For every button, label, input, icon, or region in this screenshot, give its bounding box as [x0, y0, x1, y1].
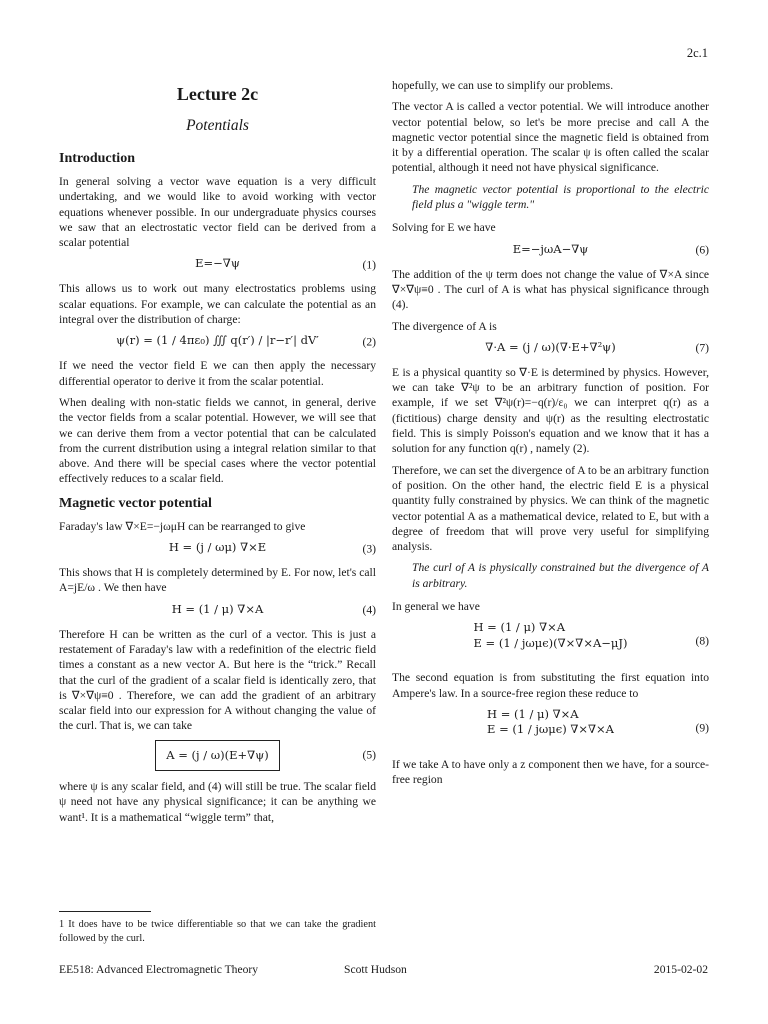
paragraph: The addition of the ψ term does not change the value of ∇×A since ∇×∇ψ≡0 . The curl of A is what has physical significance through (4). — [392, 267, 709, 312]
paragraph: Therefore, we can set the divergence of A to be an arbitrary function of position. On the other hand, the electric field E is a physical quantity fully constrained by physics. We can think of the magnetic vector potential A as a mathematical device, related to E, but with a degree of freedom that will prove very useful for simplifying analysis. — [392, 463, 709, 554]
page-number: 2c.1 — [686, 46, 708, 60]
paragraph: In general solving a vector wave equation is a very difficult undertaking, and we would like to avoid working with vector equations whenever possible. In our undergraduate physics courses we saw that an electrostatic vector field can be derived from a scalar potential — [59, 175, 376, 250]
equation-number: (6) — [695, 243, 709, 257]
paragraph: The divergence of A is — [392, 319, 497, 333]
paragraph: The second equation is from substituting the first equation into Ampere's law. In a source-free region these reduce to — [392, 671, 709, 700]
equation-number: (7) — [695, 341, 709, 355]
equation-body: ∇·A = (j / ω)(∇·E+∇²ψ) — [485, 339, 616, 354]
equation-number: (2) — [362, 335, 376, 349]
footnote-divider — [59, 911, 151, 912]
paragraph: This allows us to work out many electrostatics problems using scalar equations. For example, we can calculate the potential as an integral over the distribution of charge: — [59, 282, 376, 327]
equation-7 — [392, 340, 709, 357]
equation-1 — [59, 256, 376, 273]
lecture-title: Lecture 2c — [176, 84, 259, 104]
magnetic-vector-potential-heading: Magnetic vector potential — [59, 495, 212, 511]
equation-number: (1) — [362, 258, 376, 272]
equation-system — [487, 707, 614, 738]
paragraph: When dealing with non-static fields we cannot, in general, derive the vector fields from a scalar potential. However, we will see that we can derive them from a vector potential that can be calculated from the current distribution using a integral relation similar to that above. And there will be special cases where the vector potential effectively reduces to a scalar field. — [59, 395, 376, 486]
callout-quote: The magnetic vector potential is proportional to the electric field plus a "wiggle term." — [412, 182, 709, 212]
paragraph: In general we have — [392, 600, 480, 614]
callout-quote: The curl of A is physically constrained but the divergence of A is arbitrary. — [412, 561, 709, 590]
equation-body: H = (j / ωμ) ∇×E — [168, 540, 267, 555]
equation-line: E = (1 / jωμϵ)(∇×∇×A−μJ) — [473, 635, 628, 650]
footnote: 1 It does have to be twice differentiable so that we can take the gradient followed by the curl. — [59, 919, 376, 944]
equation-6 — [392, 242, 709, 259]
equation-body: E=−∇ψ — [195, 256, 240, 271]
paragraph: This shows that H is completely determined by E. For now, let's call A=jE/ω . We then have — [59, 566, 376, 595]
equation-number: (9) — [695, 721, 709, 735]
paragraph: hopefully, we can use to simplify our problems. — [392, 79, 614, 92]
equation-body: E=−jωA−∇ψ — [512, 241, 589, 256]
equation-9 — [392, 707, 709, 749]
equation-4 — [59, 602, 376, 619]
paragraph: If we take A to have only a z component then we have, for a source-free region — [392, 757, 709, 787]
lecture-subtitle: Potentials — [186, 117, 249, 134]
equation-number: (3) — [362, 541, 376, 555]
paragraph: Solving for E we have — [392, 221, 496, 235]
equation-number: (5) — [362, 748, 376, 762]
paragraph: If we need the vector field E we can then apply the necessary differential operator to derive it from the scalar potential. — [59, 359, 376, 388]
paragraph: E is a physical quantity so ∇·E is determined by physics. However, we can take ∇²ψ to be an arbitrary function of position. For example, if we set ∇²ψ(r)=−q(r)/ε₀ we can interpret q(r) as a (fictitious) charge density and ψ(r) as the resulting electrostatic field. This is simply Poisson's equation and we know that it has a solution for any function q(r) , namely (2). — [392, 365, 709, 456]
equation-3 — [59, 540, 376, 557]
equation-number: (8) — [695, 634, 709, 648]
equation-8 — [392, 620, 709, 662]
equation-line: H = (1 / μ) ∇×A — [473, 620, 566, 635]
footer-course: EE518: Advanced Electromagnetic Theory — [59, 963, 259, 976]
equation-2 — [59, 333, 376, 350]
equation-body: A = (j / ω)(E+∇ψ) — [155, 740, 279, 771]
equation-line: E = (1 / jωμϵ) ∇×∇×A — [487, 722, 614, 737]
footer-date: 2015-02-02 — [653, 963, 708, 976]
right-column — [392, 78, 709, 794]
equation-number: (4) — [362, 603, 376, 617]
paragraph: Therefore H can be written as the curl of a vector. This is just a restatement of Faraday's law with a redefinition of the electric field times a constant as a new vector A. But here is the “trick.” Recall that the curl of the gradient of a scalar field is identically zero, that is ∇×∇ψ≡0 . Therefore, we can add the gradient of an arbitrary scalar field into our expression for A without changing the value of the curl. That is, we can take — [59, 627, 376, 733]
introduction-heading: Introduction — [59, 151, 135, 166]
equation-line: H = (1 / μ) ∇×A — [487, 706, 579, 721]
equation-system — [473, 620, 627, 651]
equation-body: ψ(r) = (1 / 4πε₀) ∭ q(r′) / |r−r′| dV′ — [116, 333, 319, 348]
paragraph: The vector A is called a vector potential. We will introduce another vector potential below, so let's be more precise and call A the magnetic vector potential since the magnetic field is obtained from it by a differential operation. The scalar ψ is often called the scalar potential, although it need not have physical significance. — [392, 100, 709, 175]
paragraph: where ψ is any scalar field, and (4) will still be true. The scalar field ψ need not have any physical significance; it can be anything we want¹. It is a mathematical “wiggle term” that, — [59, 780, 376, 824]
left-column — [59, 78, 376, 831]
equation-body: H = (1 / μ) ∇×A — [171, 601, 264, 616]
paragraph: Faraday's law ∇×E=−jωμH can be rearranged to give — [59, 519, 306, 533]
equation-5-boxed — [59, 740, 376, 771]
footer-author: Scott Hudson — [344, 963, 407, 976]
